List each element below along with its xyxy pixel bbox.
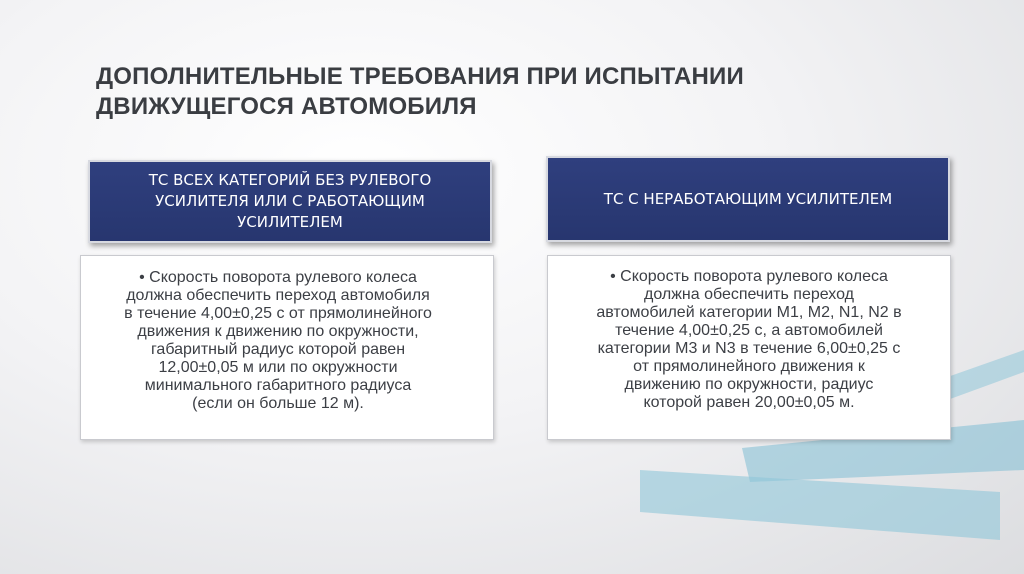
bullet-line: (если он больше 12 м).: [192, 395, 364, 412]
bullet-line: • Скорость поворота рулевого колеса: [139, 269, 417, 286]
column-header-line: УСИЛИТЕЛЯ ИЛИ С РАБОТАЮЩИМ: [155, 192, 425, 210]
column-body-left: [80, 255, 494, 440]
bullet-line: 12,00±0,05 м или по окружности: [158, 359, 398, 376]
accent-stripe-bottom: [640, 470, 1000, 540]
bullet-line: движению по окружности, радиус: [624, 376, 874, 393]
slide-title-line: ДОПОЛНИТЕЛЬНЫЕ ТРЕБОВАНИЯ ПРИ ИСПЫТАНИИ: [96, 63, 744, 90]
bullet-line: должна обеспечить переход автомобиля: [126, 287, 430, 304]
bullet-line: движения к движению по окружности,: [137, 323, 419, 340]
bullet-line: габаритный радиус которой равен: [150, 341, 406, 358]
bullet-item: [103, 269, 453, 413]
bullet-line: • Скорость поворота рулевого колеса: [610, 268, 888, 285]
bullet-line: автомобилей категории М1, М2, N1, N2 в: [596, 304, 902, 321]
bullet-line: течение 4,00±0,25 с, а автомобилей: [615, 322, 883, 339]
bullet-line: в течение 4,00±0,25 с от прямолинейного: [124, 305, 432, 322]
column-header-line: УСИЛИТЕЛЕМ: [237, 213, 343, 231]
slide-title-line: ДВИЖУЩЕГОСЯ АВТОМОБИЛЯ: [96, 93, 477, 120]
bullet-line: от прямолинейного движения к: [633, 358, 865, 375]
bullet-line: должна обеспечить переход: [643, 286, 854, 303]
slide-title: [96, 62, 916, 122]
bullet-item: [566, 268, 932, 412]
column-header-line: ТС С НЕРАБОТАЮЩИМ УСИЛИТЕЛЕМ: [603, 189, 893, 208]
bullet-line: минимального габаритного радиуса: [144, 377, 412, 394]
column-header-left: [88, 160, 492, 243]
column-header-line: ТС ВСЕХ КАТЕГОРИЙ БЕЗ РУЛЕВОГО: [148, 171, 432, 189]
bullet-line: которой равен 20,00±0,05 м.: [643, 394, 855, 411]
column-body-right: [547, 255, 951, 440]
column-header-right: [546, 156, 950, 242]
bullet-line: категории М3 и N3 в течение 6,00±0,25 с: [597, 340, 901, 357]
